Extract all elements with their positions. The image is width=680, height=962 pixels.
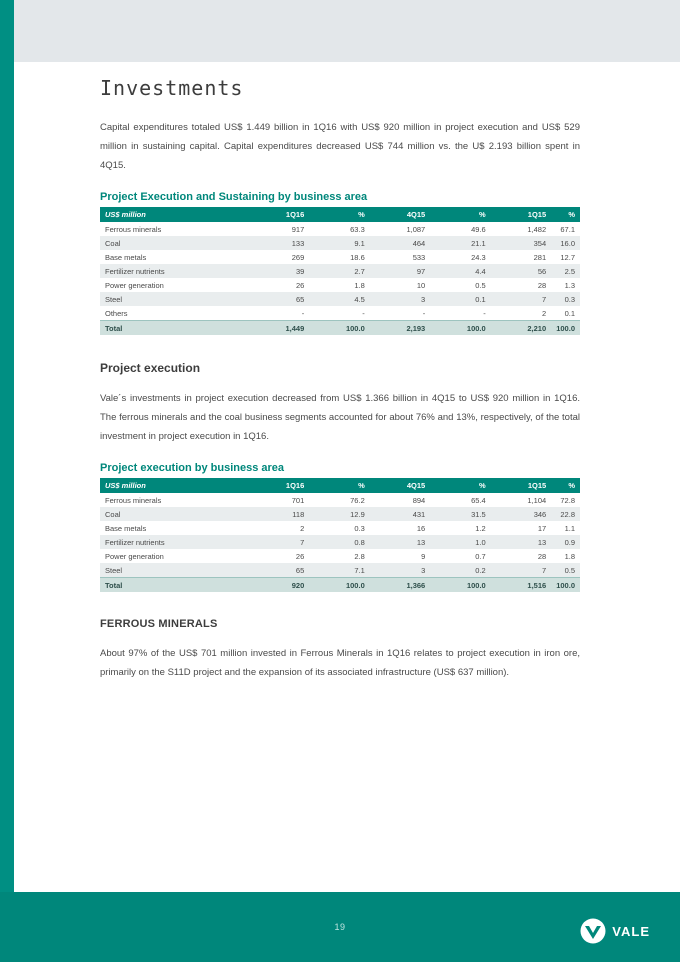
- cell-value: -: [309, 306, 369, 321]
- cell-value: 0.7: [430, 549, 490, 563]
- cell-value: 100.0: [309, 321, 369, 336]
- cell-value: 133: [249, 236, 309, 250]
- cell-value: 0.8: [309, 535, 369, 549]
- cell-value: 920: [249, 578, 309, 593]
- cell-value: 1,087: [370, 222, 430, 236]
- cell-value: 7.1: [309, 563, 369, 578]
- table-row: [100, 549, 580, 563]
- cell-value: 100.0: [551, 578, 580, 593]
- cell-value: 269: [249, 250, 309, 264]
- cell-value: 18.6: [309, 250, 369, 264]
- table2-header-row: [100, 478, 580, 493]
- cell-value: 28: [491, 278, 551, 292]
- cell-value: 1,516: [491, 578, 551, 593]
- cell-value: 1,449: [249, 321, 309, 336]
- cell-value: 100.0: [430, 321, 490, 336]
- cell-value: 17: [491, 521, 551, 535]
- page-content: [100, 76, 580, 698]
- cell-value: 7: [249, 535, 309, 549]
- cell-value: 97: [370, 264, 430, 278]
- table-row: [100, 493, 580, 507]
- cell-label: Fertilizer nutrients: [100, 535, 249, 549]
- cell-value: 26: [249, 549, 309, 563]
- cell-value: 2: [249, 521, 309, 535]
- cell-value: 1.8: [309, 278, 369, 292]
- cell-value: 894: [370, 493, 430, 507]
- cell-value: 346: [491, 507, 551, 521]
- cell-value: 2.8: [309, 549, 369, 563]
- vale-logo: [580, 918, 650, 944]
- cell-value: 1.2: [430, 521, 490, 535]
- left-accent-rail: [0, 0, 14, 962]
- table1-header-cell: US$ million: [100, 207, 249, 222]
- cell-value: 0.5: [551, 563, 580, 578]
- table-row: [100, 292, 580, 306]
- cell-value: 1.1: [551, 521, 580, 535]
- cell-value: 31.5: [430, 507, 490, 521]
- cell-value: 12.7: [551, 250, 580, 264]
- table1-header-cell: %: [430, 207, 490, 222]
- table-row: [100, 521, 580, 535]
- cell-value: 7: [491, 292, 551, 306]
- cell-value: -: [249, 306, 309, 321]
- cell-value: 0.1: [430, 292, 490, 306]
- cell-value: 464: [370, 236, 430, 250]
- cell-value: 2.7: [309, 264, 369, 278]
- table2-header-cell: US$ million: [100, 478, 249, 493]
- cell-label: Ferrous minerals: [100, 493, 249, 507]
- cell-value: 65.4: [430, 493, 490, 507]
- cell-label: Total: [100, 321, 249, 336]
- cell-value: 1.0: [430, 535, 490, 549]
- cell-value: 4.5: [309, 292, 369, 306]
- table-row: [100, 250, 580, 264]
- page-number: 19: [334, 922, 346, 932]
- table-row: [100, 236, 580, 250]
- cell-value: 1.8: [551, 549, 580, 563]
- cell-value: 3: [370, 563, 430, 578]
- cell-label: Coal: [100, 236, 249, 250]
- cell-value: 1.3: [551, 278, 580, 292]
- cell-label: Others: [100, 306, 249, 321]
- cell-value: 100.0: [309, 578, 369, 593]
- cell-value: 13: [370, 535, 430, 549]
- cell-label: Steel: [100, 292, 249, 306]
- cell-value: 9.1: [309, 236, 369, 250]
- cell-value: 0.3: [309, 521, 369, 535]
- cell-value: 9: [370, 549, 430, 563]
- table-project-execution-by-business-area: [100, 478, 580, 592]
- cell-value: 76.2: [309, 493, 369, 507]
- cell-value: 12.9: [309, 507, 369, 521]
- header-band: [0, 0, 680, 62]
- vale-logo-icon: [580, 918, 606, 944]
- section-heading-ferrous-minerals: FERROUS MINERALS: [100, 618, 218, 630]
- cell-value: 431: [370, 507, 430, 521]
- cell-value: 67.1: [551, 222, 580, 236]
- cell-value: 0.5: [430, 278, 490, 292]
- cell-value: 2,193: [370, 321, 430, 336]
- table-row: [100, 278, 580, 292]
- cell-value: 2.5: [551, 264, 580, 278]
- cell-label: Ferrous minerals: [100, 222, 249, 236]
- table2-header-cell: 1Q16: [249, 478, 309, 493]
- table-row: [100, 306, 580, 321]
- cell-label: Coal: [100, 507, 249, 521]
- cell-value: 2: [491, 306, 551, 321]
- cell-label: Power generation: [100, 278, 249, 292]
- table-row: [100, 507, 580, 521]
- table2-header-cell: %: [430, 478, 490, 493]
- cell-value: 0.2: [430, 563, 490, 578]
- table2-header-cell: %: [309, 478, 369, 493]
- vale-logo-text: VALE: [612, 923, 650, 939]
- cell-value: 28: [491, 549, 551, 563]
- project-execution-paragraph: Vale´s investments in project execution decreased from US$ 1.366 billion in 4Q15 to US$ 920 million in 1Q16. The ferrous minerals and the coal business segments accounted for about 76% and 13%, respectively, of the total investment in project execution in 1Q16.: [100, 393, 580, 442]
- cell-label: Steel: [100, 563, 249, 578]
- cell-value: 281: [491, 250, 551, 264]
- cell-value: 0.1: [551, 306, 580, 321]
- cell-value: 16: [370, 521, 430, 535]
- cell-value: 24.3: [430, 250, 490, 264]
- cell-label: Total: [100, 578, 249, 593]
- table1-header-cell: 4Q15: [370, 207, 430, 222]
- cell-value: -: [370, 306, 430, 321]
- cell-label: Power generation: [100, 549, 249, 563]
- cell-value: 39: [249, 264, 309, 278]
- table2-header-cell: 1Q15: [491, 478, 551, 493]
- table-project-execution-sustaining: [100, 207, 580, 335]
- table1-header-cell: %: [309, 207, 369, 222]
- cell-label: Base metals: [100, 521, 249, 535]
- cell-value: 1,104: [491, 493, 551, 507]
- cell-value: 13: [491, 535, 551, 549]
- cell-value: 26: [249, 278, 309, 292]
- cell-value: -: [430, 306, 490, 321]
- table-total-row: [100, 578, 580, 593]
- cell-value: 533: [370, 250, 430, 264]
- cell-value: 56: [491, 264, 551, 278]
- table-row: [100, 535, 580, 549]
- page-title: Investments: [100, 76, 244, 100]
- table-row: [100, 222, 580, 236]
- cell-value: 917: [249, 222, 309, 236]
- cell-value: 0.3: [551, 292, 580, 306]
- cell-label: Fertilizer nutrients: [100, 264, 249, 278]
- cell-value: 1,482: [491, 222, 551, 236]
- cell-value: 0.9: [551, 535, 580, 549]
- table-total-row: [100, 321, 580, 336]
- cell-value: 7: [491, 563, 551, 578]
- table2-caption: Project execution by business area: [100, 462, 285, 474]
- cell-value: 72.8: [551, 493, 580, 507]
- cell-value: 2,210: [491, 321, 551, 336]
- cell-value: 4.4: [430, 264, 490, 278]
- table1-header-row: [100, 207, 580, 222]
- section-heading-project-execution: Project execution: [100, 361, 201, 375]
- table1-header-cell: 1Q15: [491, 207, 551, 222]
- cell-value: 100.0: [430, 578, 490, 593]
- table1-caption: Project Execution and Sustaining by business area: [100, 191, 368, 203]
- cell-value: 16.0: [551, 236, 580, 250]
- table2-header-cell: %: [551, 478, 580, 493]
- table1-header-cell: 1Q16: [249, 207, 309, 222]
- table-row: [100, 264, 580, 278]
- ferrous-minerals-paragraph: About 97% of the US$ 701 million invested in Ferrous Minerals in 1Q16 relates to project execution in iron ore, primarily on the S11D project and the expansion of its associated infrastructure (US$ 637 million).: [100, 648, 580, 678]
- cell-value: 100.0: [551, 321, 580, 336]
- cell-value: 10: [370, 278, 430, 292]
- cell-value: 118: [249, 507, 309, 521]
- cell-value: 65: [249, 563, 309, 578]
- table-row: [100, 563, 580, 578]
- cell-value: 22.8: [551, 507, 580, 521]
- intro-paragraph: Capital expenditures totaled US$ 1.449 billion in 1Q16 with US$ 920 million in project execution and US$ 529 million in sustaining capital. Capital expenditures decreased US$ 744 million vs. the U$ 2.193 billion spent in 4Q15.: [100, 122, 580, 171]
- cell-value: 354: [491, 236, 551, 250]
- table1-header-cell: %: [551, 207, 580, 222]
- cell-value: 3: [370, 292, 430, 306]
- table2-header-cell: 4Q15: [370, 478, 430, 493]
- cell-value: 49.6: [430, 222, 490, 236]
- cell-value: 65: [249, 292, 309, 306]
- cell-label: Base metals: [100, 250, 249, 264]
- cell-value: 63.3: [309, 222, 369, 236]
- cell-value: 21.1: [430, 236, 490, 250]
- cell-value: 1,366: [370, 578, 430, 593]
- cell-value: 701: [249, 493, 309, 507]
